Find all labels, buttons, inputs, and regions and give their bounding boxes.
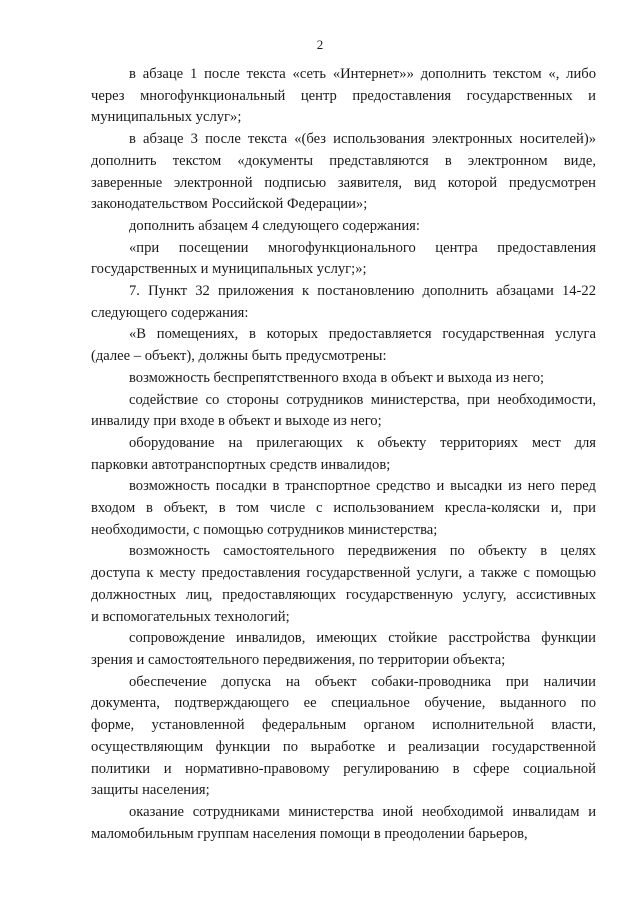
paragraph: [91, 281, 596, 324]
text-line: через многофункциональный центр предоставления государственных и: [91, 87, 596, 104]
paragraph: [91, 541, 596, 628]
text-line: документа, подтверждающего ее специальное обучение, выданного по: [91, 695, 596, 712]
text-line: дополнить текстом «документы представляются в электронном виде,: [91, 152, 596, 169]
text-line: зрения и самостоятельного передвижения, по территории объекта;: [91, 651, 506, 668]
text-line: необходимости, с помощью сотрудников министерства;: [91, 521, 438, 538]
text-line: содействие со стороны сотрудников министерства, при необходимости,: [129, 391, 596, 408]
text-line: дополнить абзацем 4 следующего содержания:: [129, 217, 420, 234]
text-line: «при посещении многофункционального центра предоставления: [129, 239, 596, 256]
text-line: доступа к месту предоставления государственной услуги, а также с помощью: [91, 565, 596, 582]
paragraph: [91, 129, 596, 216]
text-line: «В помещениях, в которых предоставляется государственная услуга: [129, 326, 596, 343]
text-line: оказание сотрудниками министерства иной необходимой инвалидам и: [129, 803, 596, 820]
paragraph: [91, 216, 596, 238]
paragraph: [91, 476, 596, 541]
paragraph: [91, 238, 596, 281]
text-line: оборудование на прилегающих к объекту территориях мест для: [129, 434, 596, 451]
paragraph: [91, 802, 596, 845]
text-line: (далее – объект), должны быть предусмотрены:: [91, 348, 387, 365]
paragraph: [91, 628, 596, 671]
text-line: в абзаце 3 после текста «(без использования электронных носителей)»: [129, 131, 596, 148]
paragraph: [91, 433, 596, 476]
text-line: заверенные электронной подписью заявителя, вид которой предусмотрен: [91, 174, 596, 191]
text-line: политики и нормативно-правовому регулированию в сфере социальной: [91, 760, 596, 777]
text-line: возможность посадки в транспортное средство и высадки из него перед: [129, 478, 596, 495]
text-line: возможность беспрепятственного входа в объект и выхода из него;: [129, 369, 545, 386]
text-line: следующего содержания:: [91, 304, 249, 321]
text-line: инвалиду при входе в объект и выходе из него;: [91, 413, 382, 430]
paragraph: [91, 64, 596, 129]
text-line: 7. Пункт 32 приложения к постановлению дополнить абзацами 14-22: [129, 283, 596, 300]
text-line: осуществляющим функции по выработке и реализации государственной: [91, 738, 596, 755]
text-line: в абзаце 1 после текста «сеть «Интернет»» дополнить текстом «, либо: [129, 66, 596, 82]
paragraph: [91, 390, 596, 433]
text-line: парковки автотранспортных средств инвалидов;: [91, 456, 391, 473]
paragraph: [91, 368, 596, 390]
text-line: маломобильным группам населения помощи в преодолении барьеров,: [91, 825, 528, 842]
text-line: защиты населения;: [91, 782, 210, 799]
text-line: форме, установленной федеральным органом исполнительной власти,: [91, 717, 596, 734]
text-line: законодательством Российской Федерации»;: [91, 196, 368, 213]
paragraph: [91, 672, 596, 802]
text-line: возможность самостоятельного передвижения по объекту в целях: [129, 543, 596, 560]
text-line: входом в объект, в том числе с использованием кресла-коляски и, при: [91, 500, 596, 517]
text-line: обеспечение допуска на объект собаки-проводника при наличии: [129, 673, 596, 690]
text-line: должностных лиц, предоставляющих государственную услугу, ассистивных: [91, 586, 596, 603]
text-line: сопровождение инвалидов, имеющих стойкие расстройства функции: [129, 630, 596, 647]
document-body: [91, 64, 596, 845]
text-line: муниципальных услуг»;: [91, 109, 242, 126]
text-line: и вспомогательных технологий;: [91, 608, 290, 625]
page-number: 2: [316, 37, 324, 52]
paragraph: [91, 324, 596, 367]
text-line: государственных и муниципальных услуг;»;: [91, 261, 367, 278]
